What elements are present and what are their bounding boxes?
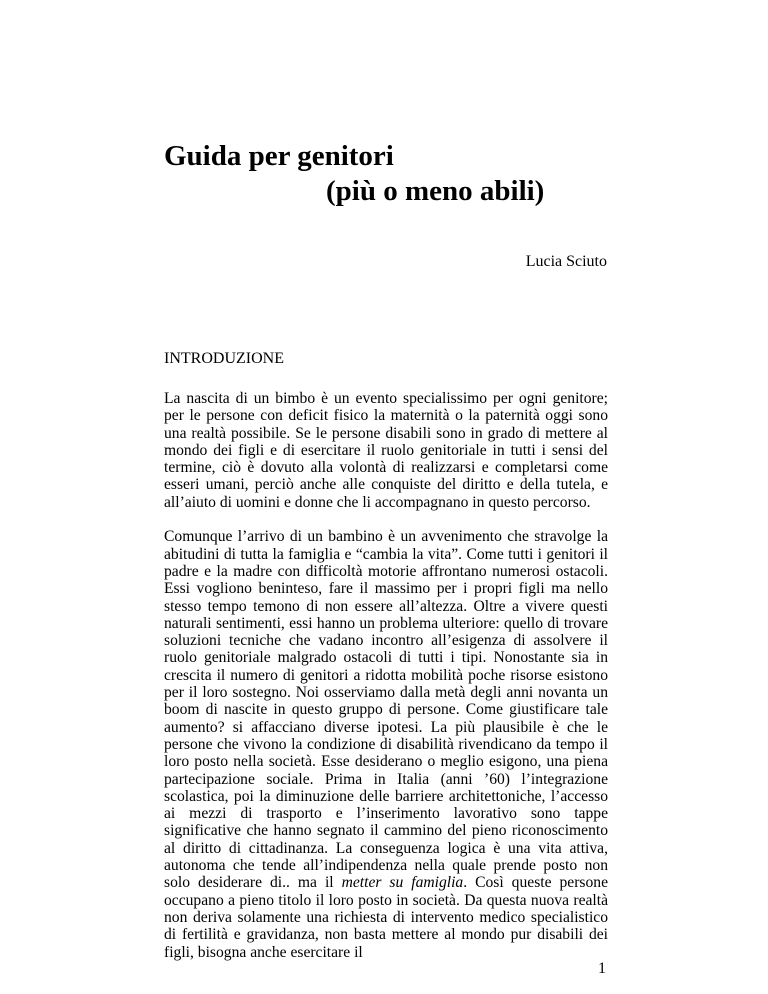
paragraph-2-text-b: . Così queste persone occupano a pieno titolo il loro posto in società. Da questa nuova realtà non deriva solamente una richiesta di intervento medico specialistico di fertilità e gravidanza, non basta mettere al mondo pur disabili dei figli, bisogna anche esercitare il	[164, 874, 608, 961]
title-line-1: Guida per genitori	[164, 140, 394, 172]
paragraph-1: La nascita di un bimbo è un evento specialissimo per ogni genitore; per le persone con deficit fisico la maternità o la paternità oggi sono una realtà possibile. Se le persone disabili sono in grado di mettere al mondo dei figli e di esercitare il ruolo genitoriale in tutti i sensi del termine, ciò è dovuto alla volontà di realizzarsi e completarsi come esseri umani, perciò anche alle conquiste del diritto e della tutela, e all’aiuto di uomini e donne che li accompagnano in questo percorso.	[164, 390, 608, 511]
paragraph-2-text-a: Comunque l’arrivo di un bambino è un avvenimento che stravolge la abitudini di tutta la famiglia e “cambia la vita”. Come tutti i genitori il padre e la madre con difficoltà motorie affrontano numerosi ostacoli. Essi vogliono beninteso, fare il massimo per i propri figli ma nello stesso tempo temono di non essere all’altezza. Oltre a vivere questi naturali sentimenti, essi hanno un problema ulteriore: quello di trovare soluzioni tecniche che vadano incontro all’esigenza di assolvere il ruolo genitoriale malgrado ostacoli di tutti i tipi. Nonostante sia in crescita il numero di genitori a ridotta mobilità poche risorse esistono per il loro sostegno. Noi osserviamo dalla metà degli anni novanta un boom di nascite in questo gruppo di persone. Come giustificare tale aumento? si affacciano diverse ipotesi. La più plausibile è che le persone che vivono la condizione di disabilità rivendicano da tempo il loro posto nella società. Esse desiderano o meglio esigono, una piena partecipazione sociale. Prima in Italia (anni ’60) l’integrazione scolastica, poi la diminuzione delle barriere architettoniche, l’accesso ai mezzi di trasporto e l’inserimento lavorativo sono tappe significative che hanno segnato il cammino del pieno riconoscimento al diritto di cittadinanza. La conseguenza logica è una vita attiva, autonoma che tende all’indipendenza nella quale prende posto non solo desiderare di.. ma il	[164, 528, 608, 892]
paragraph-2-emphasis: metter su famiglia	[341, 874, 464, 892]
page-number: 1	[598, 960, 606, 977]
body-text	[164, 390, 608, 978]
title-line-2: (più o meno abili)	[326, 175, 545, 207]
paragraph-2	[164, 528, 608, 960]
section-heading: INTRODUZIONE	[164, 350, 284, 367]
author-name: Lucia Sciuto	[525, 253, 607, 270]
